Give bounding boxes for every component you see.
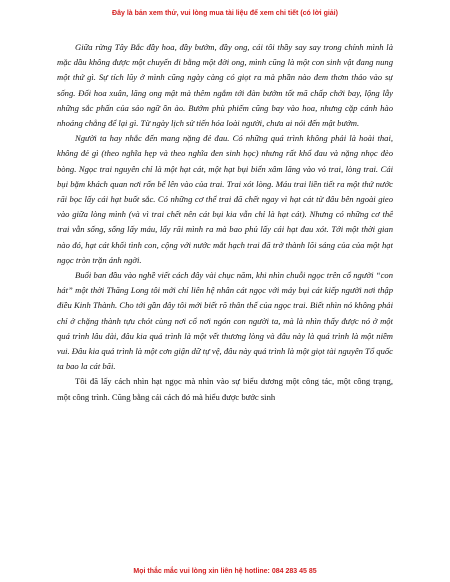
document-body	[57, 40, 393, 538]
paragraph-text: Giữa rừng Tây Bắc đầy hoa, đầy bướm, đầy ong, cái tôi thầy say say trong chính mình là mặc dầu không được một chuyến đi bằng một đời ong, mình cũng là một con sinh vật đang nung một thứ gì. Sự tích lũy ở mình cũng ngày càng có giọt ra mà phần nào đem thơm thảo vào sự sống. Đối hoa xuân, lăng ong mật mà thêm ngắm tới đàn bướm tốt mã chấp chới bay, lộng lẫy những sắc phấn của sảo ngữ ồn ào. Bướm phù phiếm cũng bay vào hoa, nhưng cặp cánh hào nhoáng chẳng để lại gì. Từ ngày lịch sử tiến hóa loài người, chưa ai nói đến mật bướm.	[57, 42, 393, 129]
paragraph-text: Người ta hay nhắc đến mang nặng đẻ đau. Có những quá trình không phải là hoài thai, không đẻ gì (theo nghĩa hẹp và theo nghĩa đen sinh học) nhưng rất khổ đau và nặng nhọc đèo bòng. Ngọc trai nguyên chỉ là một hạt cát, một hạt bụi biển xâm lăng vào vỏ trai, lòng trai. Cái bụi bặm khách quan nơi rốn bể lên vào của trai. Trai xót lòng. Máu trai liền tiết ra một thứ nước rãi bọc lấy cái hạt buốt sắc. Có những cơ thể trai đã chết ngay vì hạt cát từ đâu bên ngoài gieo vào giữa lòng mình (và vì trai chết nên cát bụi kia vẫn chỉ là hạt cát). Nhưng có những cơ thể trai vẫn sống, sống lấy máu, lấy rãi mình ra mà bao phủ lấy cái hạt đau xót. Tới một thời gian nào đó, hạt cát khối tình con, cộng với nước mắt hạch trai đã trở thành lõi sáng của của một hạt ngọc tròn trặn ánh ngời.	[57, 133, 393, 265]
paragraph	[57, 131, 393, 268]
paragraph	[57, 374, 393, 404]
hotline-notice: Mọi thắc mắc vui lòng xin liên hệ hotline: 084 283 45 85	[133, 568, 317, 575]
paragraph-text: Buổi ban đầu vào nghề viết cách đây vài chục năm, khi nhìn chuỗi ngọc trên cổ người “con hát” một thời Thăng Long tôi mới chỉ liên hệ nhân cát ngọc với máy bụi cát kiếp người nơi thập điều Kinh Thành. Cho tới gần đây tôi mới biết rõ thân thế của ngọc trai. Biết nhìn nó không phải chỉ ở chặng thành tựu chót cùng nơi cổ nơi ngón con người ta, mà là nhìn thấy được nó ở một quá trình lâu dài, đâu kia quá trình là một vết thương lòng và đâu này là quá trình là một niềm vui. Đâu kia quá trình là một cơn giận dữ tự vệ, đâu này quá trình là một giọt tài nguyên Tổ quốc ta bao la cát bãi.	[57, 270, 393, 372]
paragraph	[57, 268, 393, 374]
preview-notice: Đây là bản xem thử, vui lòng mua tài liệu để xem chi tiết (có lời giải)	[112, 10, 338, 17]
paragraph-text: Tôi đã lấy cách nhìn hạt ngọc mà nhìn vào sự biểu dương một công tác, một công trạng, một công trình. Cũng bằng cái cách đó mà hiểu được bước sinh	[57, 376, 393, 402]
paragraph	[57, 40, 393, 131]
